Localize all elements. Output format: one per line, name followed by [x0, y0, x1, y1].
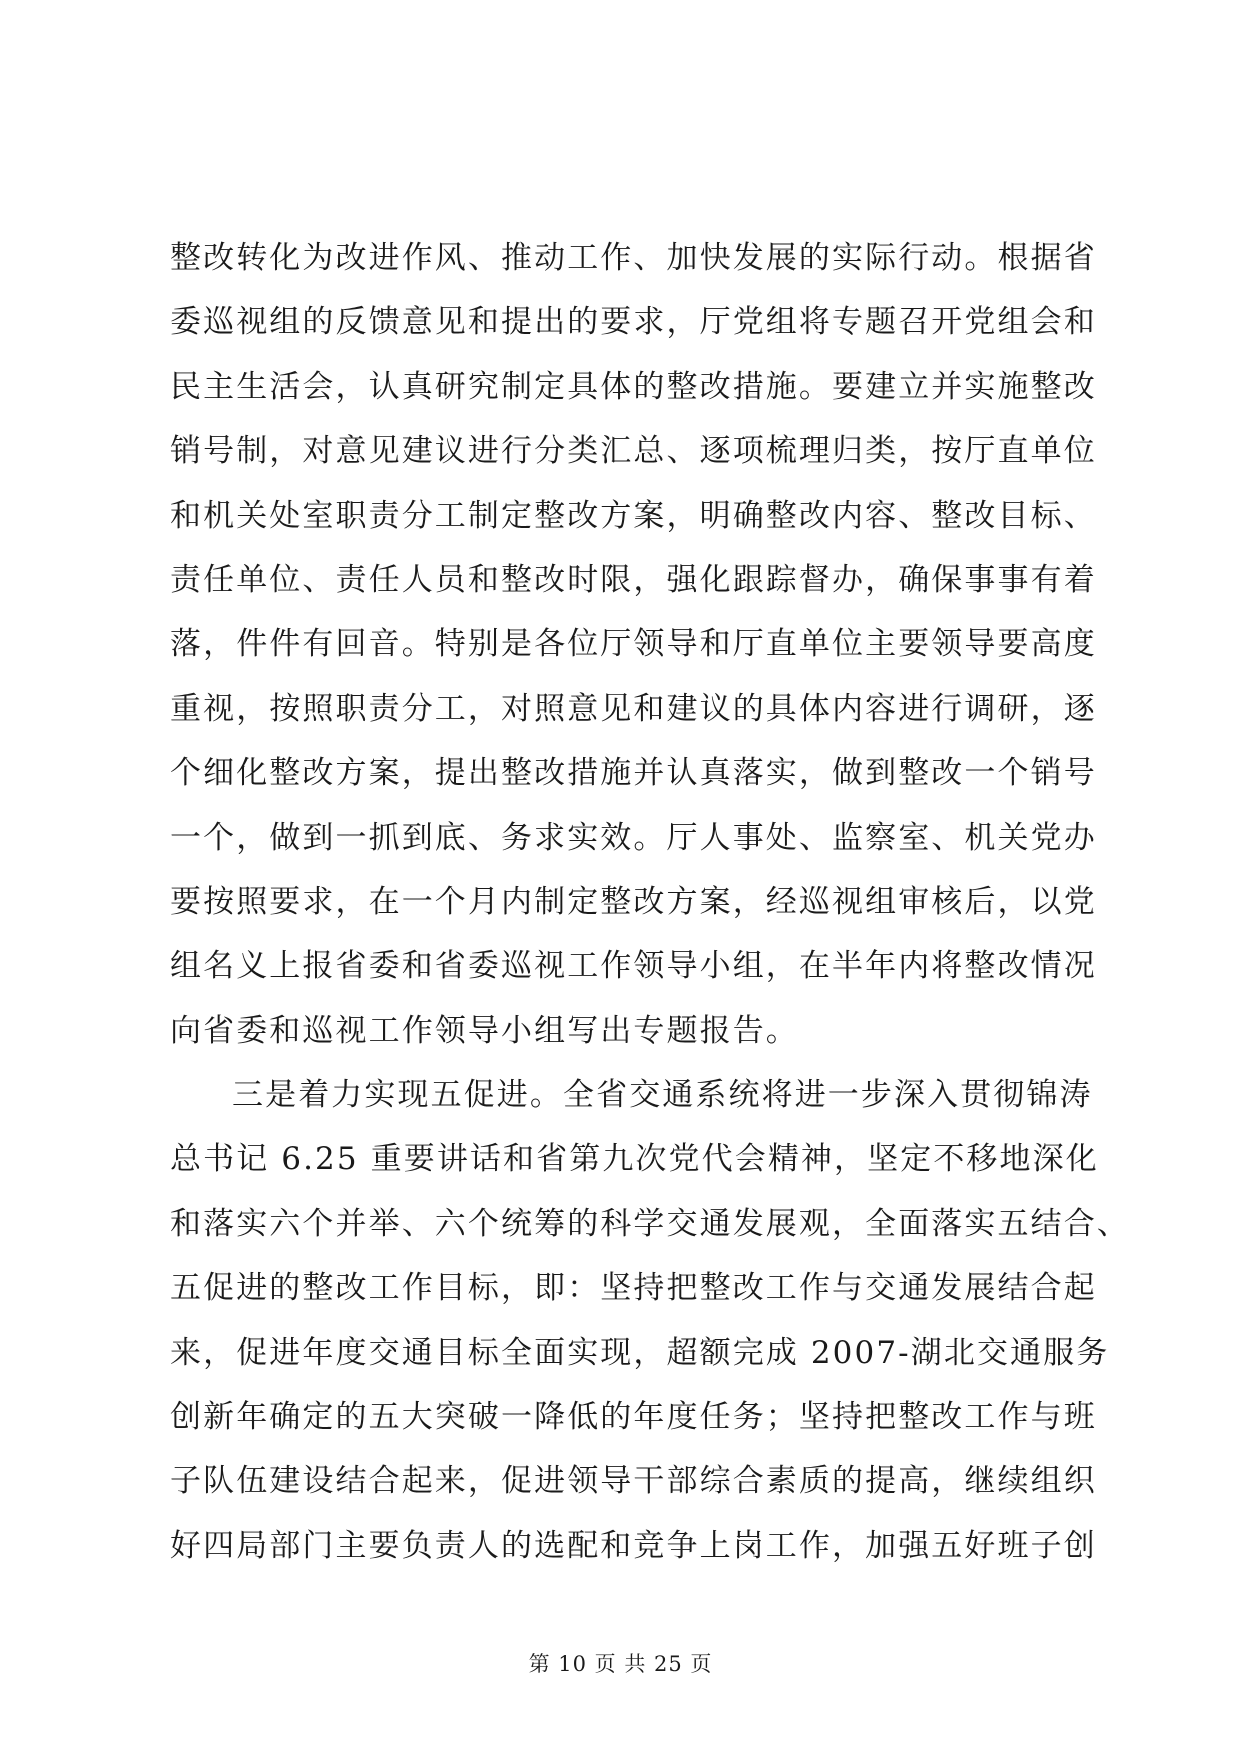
text-line: 创新年确定的五大突破一降低的年度任务；坚持把整改工作与班 [170, 1399, 1097, 1436]
text-line: 子队伍建设结合起来，促进领导干部综合素质的提高，继续组织 [170, 1463, 1097, 1500]
text-line: 总书记 6.25 重要讲话和省第九次党代会精神，坚定不移地深化 [170, 1141, 1099, 1178]
text-line: 和落实六个并举、六个统筹的科学交通发展观，全面落实五结合、 [170, 1205, 1130, 1242]
paragraph-1 [170, 226, 1097, 1063]
text-line: 一个，做到一抓到底、务求实效。厅人事处、监察室、机关党办 [170, 819, 1097, 856]
text-line: 要按照要求，在一个月内制定整改方案，经巡视组审核后，以党 [170, 883, 1097, 920]
page-number-footer: 第 10 页 共 25 页 [528, 1652, 713, 1676]
text-line: 组名义上报省委和省委巡视工作领导小组，在半年内将整改情况 [170, 948, 1097, 985]
body-text [170, 226, 1130, 1578]
text-line: 向省委和巡视工作领导小组写出专题报告。 [170, 1012, 799, 1049]
text-line: 五促进的整改工作目标，即：坚持把整改工作与交通发展结合起 [170, 1270, 1097, 1307]
text-line: 好四局部门主要负责人的选配和竞争上岗工作，加强五好班子创 [170, 1527, 1097, 1564]
text-line: 整改转化为改进作风、推动工作、加快发展的实际行动。根据省 [170, 240, 1097, 276]
text-line: 委巡视组的反馈意见和提出的要求，厅党组将专题召开党组会和 [170, 304, 1097, 341]
paragraph-2 [170, 1063, 1130, 1578]
text-line: 和机关处室职责分工制定整改方案，明确整改内容、整改目标、 [170, 497, 1097, 534]
text-line: 三是着力实现五促进。全省交通系统将进一步深入贯彻锦涛 [232, 1077, 1093, 1114]
text-line: 落，件件有回音。特别是各位厅领导和厅直单位主要领导要高度 [170, 626, 1097, 663]
text-line: 个细化整改方案，提出整改措施并认真落实，做到整改一个销号 [170, 755, 1097, 792]
text-line: 民主生活会，认真研究制定具体的整改措施。要建立并实施整改 [170, 368, 1097, 405]
text-line: 责任单位、责任人员和整改时限，强化跟踪督办，确保事事有着 [170, 561, 1097, 598]
text-line: 销号制，对意见建议进行分类汇总、逐项梳理归类，按厅直单位 [170, 433, 1097, 470]
text-line: 来，促进年度交通目标全面实现，超额完成 2007-湖北交通服务 [170, 1334, 1110, 1371]
text-line: 重视，按照职责分工，对照意见和建议的具体内容进行调研，逐 [170, 690, 1097, 727]
